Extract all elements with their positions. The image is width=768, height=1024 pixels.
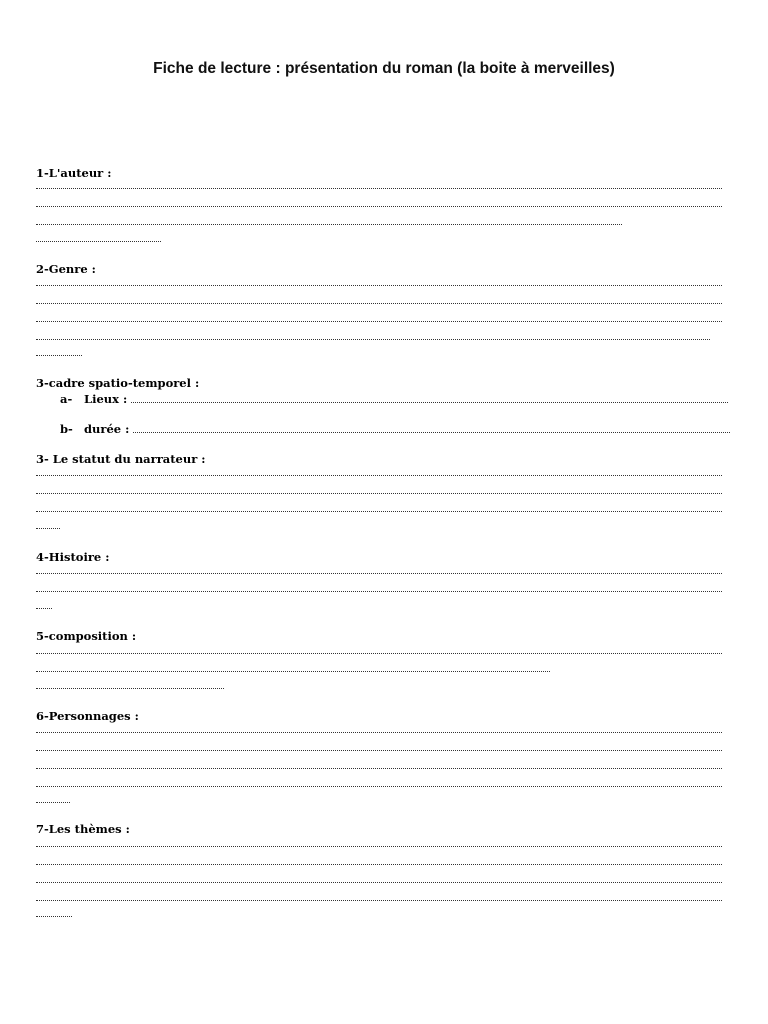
answer-line [36,688,224,689]
answer-line [36,608,52,609]
sub-item-letter: a- [60,392,73,406]
section-heading-themes: 7-Les thèmes : [36,822,130,836]
answer-line [36,224,622,225]
section-heading-story: 4-Histoire : [36,550,110,564]
sub-item-label: durée : [84,422,130,436]
answer-line [36,475,722,476]
answer-line [36,493,722,494]
section-heading-characters: 6-Personnages : [36,709,139,723]
answer-line [36,303,722,304]
page-title: Fiche de lecture : présentation du roman (la boite à merveilles) [153,60,615,77]
answer-line [36,732,722,733]
answer-line [133,432,730,433]
sub-item-label: Lieux : [84,392,128,406]
answer-line [36,864,722,865]
answer-line [36,916,72,917]
section-heading-narrator: 3- Le statut du narrateur : [36,452,206,466]
answer-line [36,188,722,189]
sub-item-letter: b- [60,422,73,436]
answer-line [36,528,60,529]
answer-line [36,591,722,592]
answer-line [36,846,722,847]
section-heading-author: 1-L'auteur : [36,166,112,180]
answer-line [36,882,722,883]
section-heading-composition: 5-composition : [36,629,137,643]
section-heading-setting: 3-cadre spatio-temporel : [36,376,200,390]
answer-line [36,786,722,787]
answer-line [36,802,70,803]
answer-line [36,339,710,340]
answer-line [36,355,82,356]
answer-line [36,900,722,901]
answer-line [36,321,722,322]
answer-line [36,241,161,242]
answer-line [36,768,722,769]
sub-item-lieux [60,392,728,406]
answer-line [36,285,722,286]
answer-line [36,511,722,512]
answer-line [36,206,722,207]
sub-item-duree [60,422,730,436]
answer-line [36,750,722,751]
answer-line [131,402,728,403]
answer-line [36,671,550,672]
section-heading-genre: 2-Genre : [36,262,96,276]
answer-line [36,653,722,654]
answer-line [36,573,722,574]
